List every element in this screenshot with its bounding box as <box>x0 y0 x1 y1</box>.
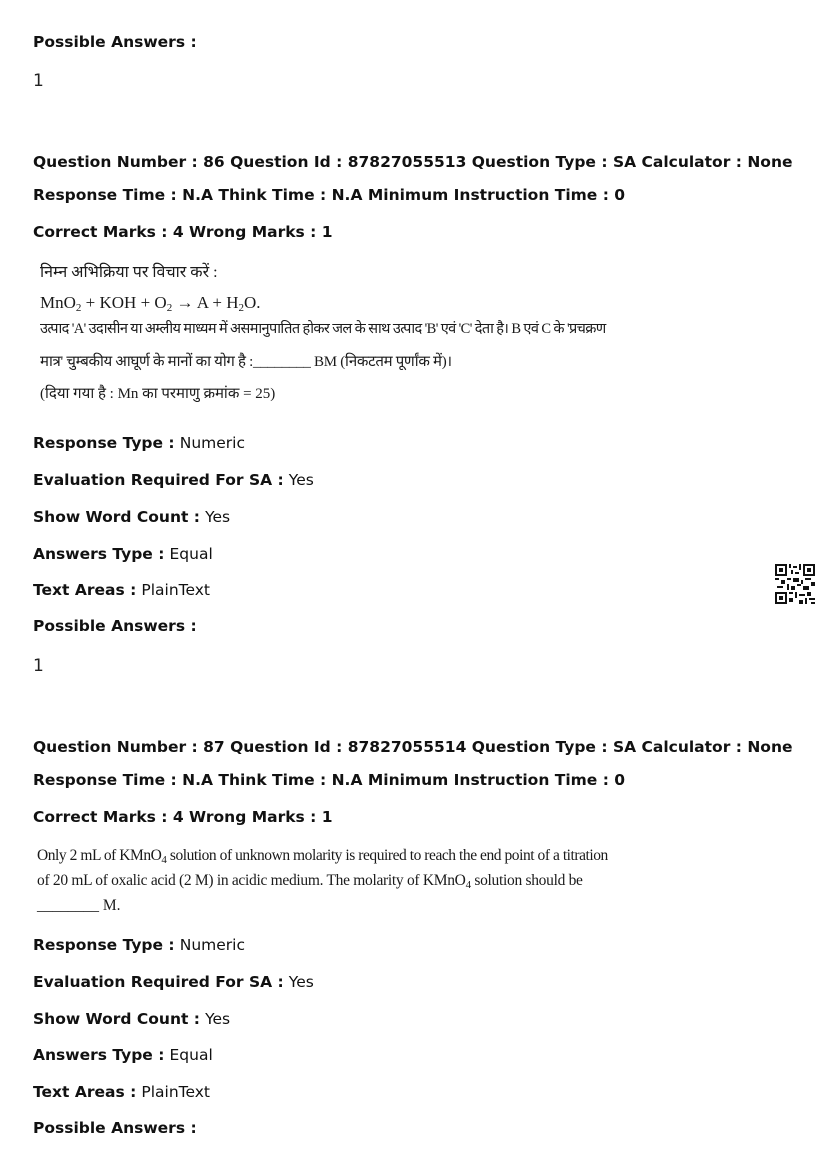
field-answers-type: Answers Type : Equal <box>33 545 213 563</box>
field-show-word-count: Show Word Count : Yes <box>33 1010 231 1028</box>
question-header: Question Number : 86 Question Id : 87827055513 Question Type : SA Calculator : None <box>33 153 793 171</box>
question-marks: Correct Marks : 4 Wrong Marks : 1 <box>33 808 333 826</box>
question-text-line: मात्र' चुम्बकीय आघूर्ण के मानों का योग है :________ BM (निकटतम पूर्णांक में)। <box>40 354 452 370</box>
field-show-word-count: Show Word Count : Yes <box>33 508 231 526</box>
field-response-type: Response Type : Numeric <box>33 434 245 452</box>
question-text-line: of 20 mL of oxalic acid (2 M) in acidic medium. The molarity of KMnO$_4$ solution should be <box>37 872 583 891</box>
field-evaluation-required: Evaluation Required For SA : Yes <box>33 973 314 991</box>
question-text-line: (दिया गया है : Mn का परमाणु क्रमांक = 25) <box>40 386 276 402</box>
question-header: Question Number : 87 Question Id : 87827055514 Question Type : SA Calculator : None <box>33 738 793 756</box>
question-text-line: Only 2 mL of KMnO$_4$ solution of unknown molarity is required to reach the end point of a titration <box>37 847 608 866</box>
field-text-areas: Text Areas : PlainText <box>33 1083 210 1101</box>
field-text-areas: Text Areas : PlainText <box>33 581 210 599</box>
question-text-line: ________ M. <box>37 897 121 914</box>
field-response-type: Response Type : Numeric <box>33 936 245 954</box>
possible-answers-label: Possible Answers : <box>33 33 197 51</box>
question-marks: Correct Marks : 4 Wrong Marks : 1 <box>33 223 333 241</box>
possible-answers-label: Possible Answers : <box>33 1119 197 1137</box>
possible-answers-label: Possible Answers : <box>33 617 197 635</box>
question-text-line: उत्पाद 'A' उदासीन या अम्लीय माध्यम में असमानुपातित होकर जल के साथ उत्पाद 'B' एवं 'C' देता है। B एवं C के 'प्रचक्रण <box>40 321 606 337</box>
qr-code-icon <box>775 564 815 604</box>
possible-answer-value: 1 <box>33 656 44 676</box>
question-timing: Response Time : N.A Think Time : N.A Minimum Instruction Time : 0 <box>33 186 626 204</box>
field-evaluation-required: Evaluation Required For SA : Yes <box>33 471 314 489</box>
question-text-line: निम्न अभिक्रिया पर विचार करें : <box>40 264 218 281</box>
question-equation: MnO$_2$ + KOH + $O_2 \to A + H_2O$. <box>40 293 261 314</box>
possible-answer-value: 1 <box>33 71 44 91</box>
question-timing: Response Time : N.A Think Time : N.A Minimum Instruction Time : 0 <box>33 771 626 789</box>
field-answers-type: Answers Type : Equal <box>33 1046 213 1064</box>
